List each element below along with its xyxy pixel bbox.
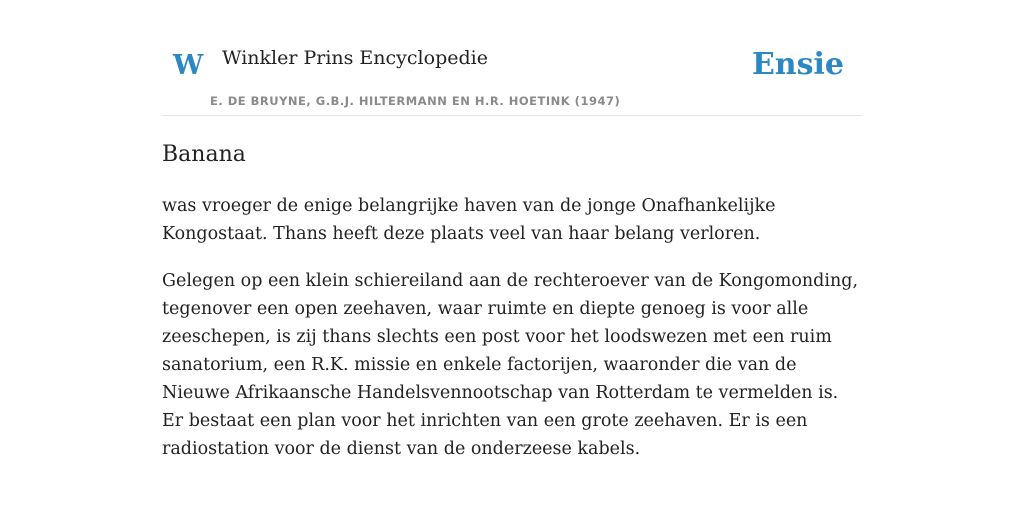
article-paragraph: Gelegen op een klein schiereiland aan de rechteroever van de Kongomonding, tegenover een open zeehaven, waar ruimte en diepte genoeg is voor alle zeeschepen, is zij thans slechts een post voor het loodswezen met een ruim sanatorium, een R.K. missie en enkele factorijen, waaronder die van de Nieuwe Afrikaansche Handelsvennootschap van Rotterdam te vermelden is. Er bestaat een plan voor het inrichten van een grote zeehaven. Er is een radiostation voor de dienst van de onderzeese kabels.: [162, 271, 859, 459]
content-container: [162, 0, 862, 459]
article-body: [162, 192, 862, 482]
article-title: Banana: [162, 142, 246, 167]
source-header: [162, 0, 862, 116]
source-authors: E. DE BRUYNE, G.B.J. HILTERMANN EN H.R. HOETINK (1947): [210, 94, 621, 108]
ensie-logo[interactable]: Ensie: [751, 47, 844, 82]
winkler-prins-logo[interactable]: W: [173, 50, 204, 81]
article-paragraph: was vroeger de enige belangrijke haven van de jonge Onafhankelijke Kongostaat. Thans heeft deze plaats veel van haar belang verloren.: [162, 196, 776, 244]
source-title[interactable]: Winkler Prins Encyclopedie: [222, 47, 488, 69]
